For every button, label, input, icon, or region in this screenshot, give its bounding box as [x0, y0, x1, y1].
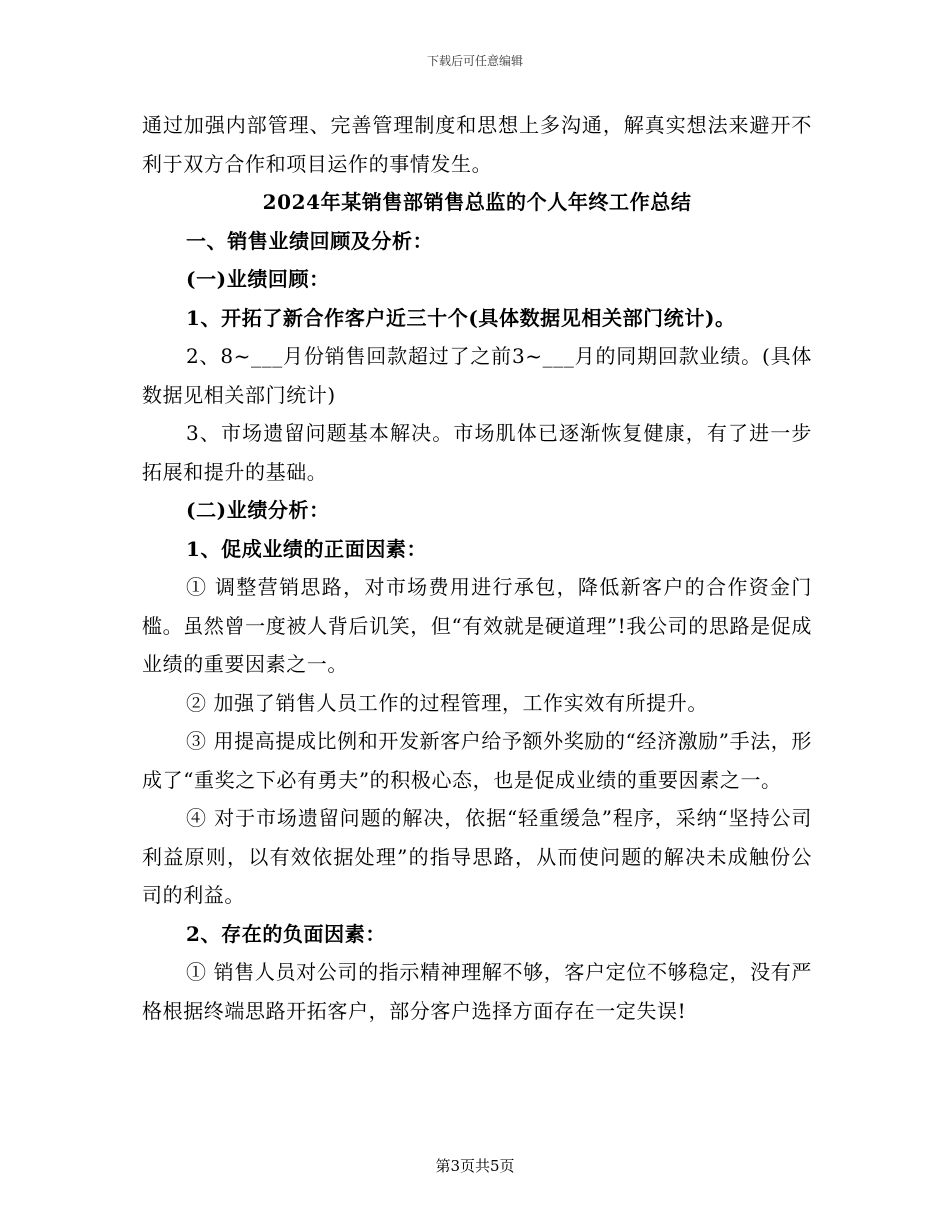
positive-factor-2: ② 加强了销售人员工作的过程管理，工作实效有所提升。 — [186, 690, 708, 715]
page-header: 下载后可任意编辑 — [426, 54, 523, 68]
subsection-heading-review: (一)业绩回顾： — [186, 267, 330, 291]
document-title: 2024年某销售部销售总监的个人年终工作总结 — [262, 190, 692, 214]
paragraph-intro: 通过加强内部管理、完善管理制度和思想上多沟通，解真实想法来避开不利于双方合作和项目运作的事情发生。 — [142, 113, 812, 176]
review-item-2: 2、8~___月份销售回款超过了之前3~___月的同期回款业绩。(具体数据见相关部门统计) — [142, 344, 812, 407]
page-footer: 第3页共5页 — [435, 1157, 515, 1175]
review-item-3: 3、市场遗留问题基本解决。市场肌体已逐渐恢复健康，有了进一步拓展和提升的基础。 — [142, 421, 812, 484]
positive-factor-4: ④ 对于市场遗留问题的解决，依据“轻重缓急”程序，采纳“坚持公司利益原则，以有效依据处理”的指导思路，从而使问题的解决未成触份公司的利益。 — [142, 806, 812, 907]
negative-factor-1: ① 销售人员对公司的指示精神理解不够，客户定位不够稳定，没有严格根据终端思路开拓客户，部分客户选择方面存在一定失误! — [142, 960, 812, 1023]
document-body — [142, 106, 812, 1030]
section-heading-1: 一、销售业绩回顾及分析： — [186, 228, 434, 253]
positive-factor-1: ① 调整营销思路，对市场费用进行承包，降低新客户的合作资金门槛。虽然曾一度被人背后讥笑，但“有效就是硬道理”!我公司的思路是促成业绩的重要因素之一。 — [142, 575, 812, 676]
review-item-1: 1、开拓了新合作客户近三十个(具体数据见相关部门统计)。 — [186, 305, 736, 330]
subsection-heading-analysis: (二)业绩分析： — [186, 498, 330, 522]
positive-factors-heading: 1、促成业绩的正面因素： — [186, 536, 428, 561]
negative-factors-heading: 2、存在的负面因素： — [186, 921, 386, 946]
positive-factor-3: ③ 用提高提成比例和开发新客户给予额外奖励的“经济激励”手法，形成了“重奖之下必有勇夫”的积极心态，也是促成业绩的重要因素之一。 — [142, 729, 813, 792]
